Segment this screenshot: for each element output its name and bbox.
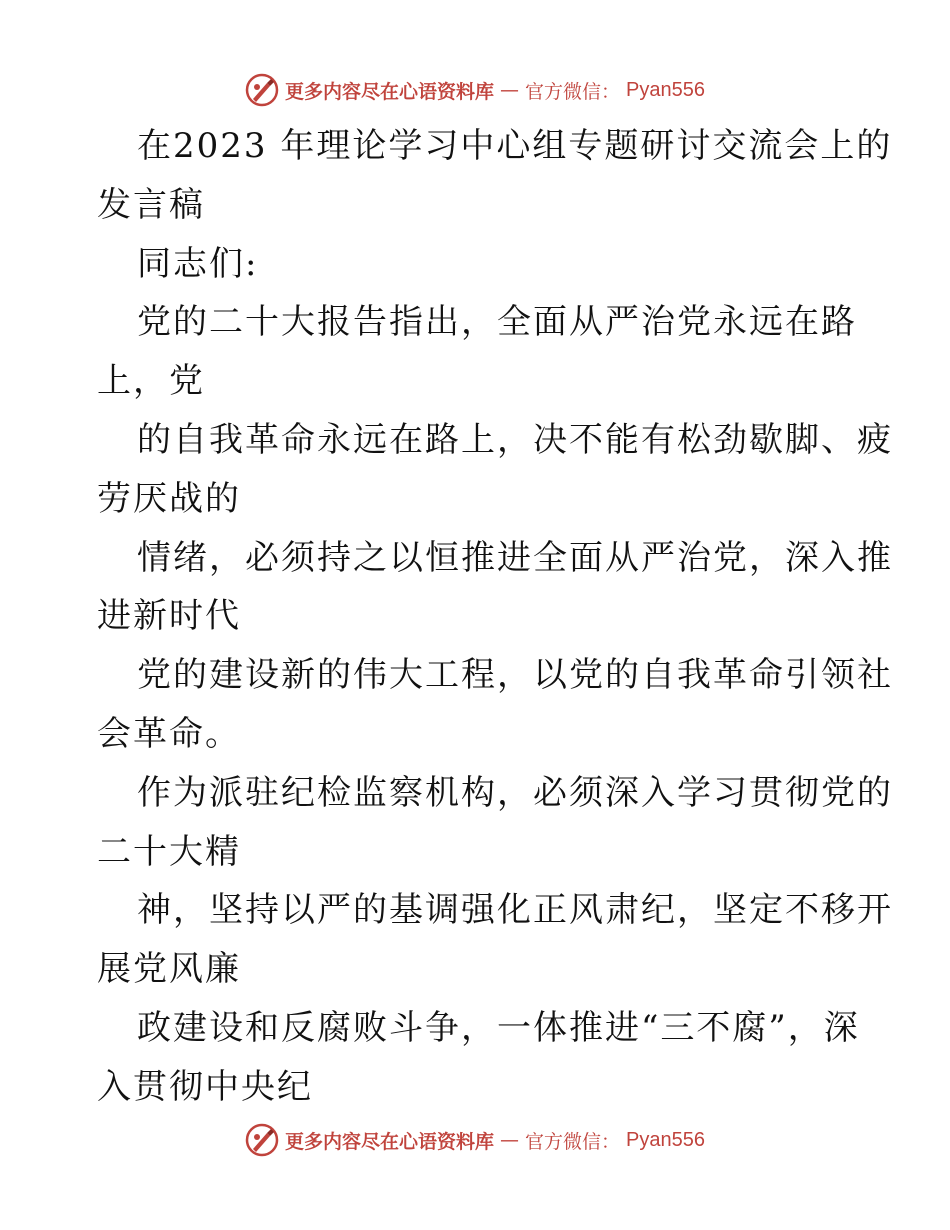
text-line: 同志们: (137, 243, 259, 284)
text-line: 入贯彻中央纪 (97, 1066, 313, 1107)
text-line: 二十大精 (97, 831, 241, 872)
text-line: 会革命。 (97, 713, 241, 754)
text-line: 展党风廉 (97, 949, 241, 990)
text-line: 劳厌战的 (97, 478, 241, 519)
pen-logo-icon (245, 1123, 279, 1157)
watermark-main-text: 更多内容尽在心语资料库 (285, 80, 495, 103)
pen-logo-icon (245, 73, 279, 107)
watermark-wechat-id: Pyan556 (626, 78, 705, 101)
text-line: 进新时代 (97, 596, 241, 637)
watermark-dash: — (500, 79, 520, 101)
text-line: 情绪，必须持之以恒推进全面从严治党，深入推 (137, 537, 893, 578)
text-line: 党的建设新的伟大工程，以党的自我革命引领社 (137, 655, 893, 696)
header-watermark (0, 70, 950, 110)
watermark-official-label: 官方微信： (525, 80, 621, 103)
watermark-official-label: 官方微信： (525, 1130, 621, 1153)
text-line: 的自我革命永远在路上，决不能有松劲歇脚、疲 (137, 419, 893, 460)
document-body (97, 117, 893, 1117)
watermark-wechat-id: Pyan556 (626, 1128, 705, 1151)
text-line: 政建设和反腐败斗争，一体推进“三不腐”，深 (137, 1007, 860, 1048)
text-line: 上，党 (97, 361, 205, 402)
text-line: 神，坚持以严的基调强化正风肃纪，坚定不移开 (137, 890, 893, 931)
text-line: 在2023 年理论学习中心组专题研讨交流会上的 (137, 126, 893, 166)
watermark-dash: — (500, 1129, 520, 1151)
watermark-main-text: 更多内容尽在心语资料库 (285, 1130, 495, 1153)
footer-watermark (0, 1120, 950, 1160)
text-line: 作为派驻纪检监察机构，必须深入学习贯彻党的 (137, 772, 893, 813)
text-line: 党的二十大报告指出，全面从严治党永远在路 (137, 302, 857, 343)
text-line: 发言稿 (97, 184, 205, 225)
